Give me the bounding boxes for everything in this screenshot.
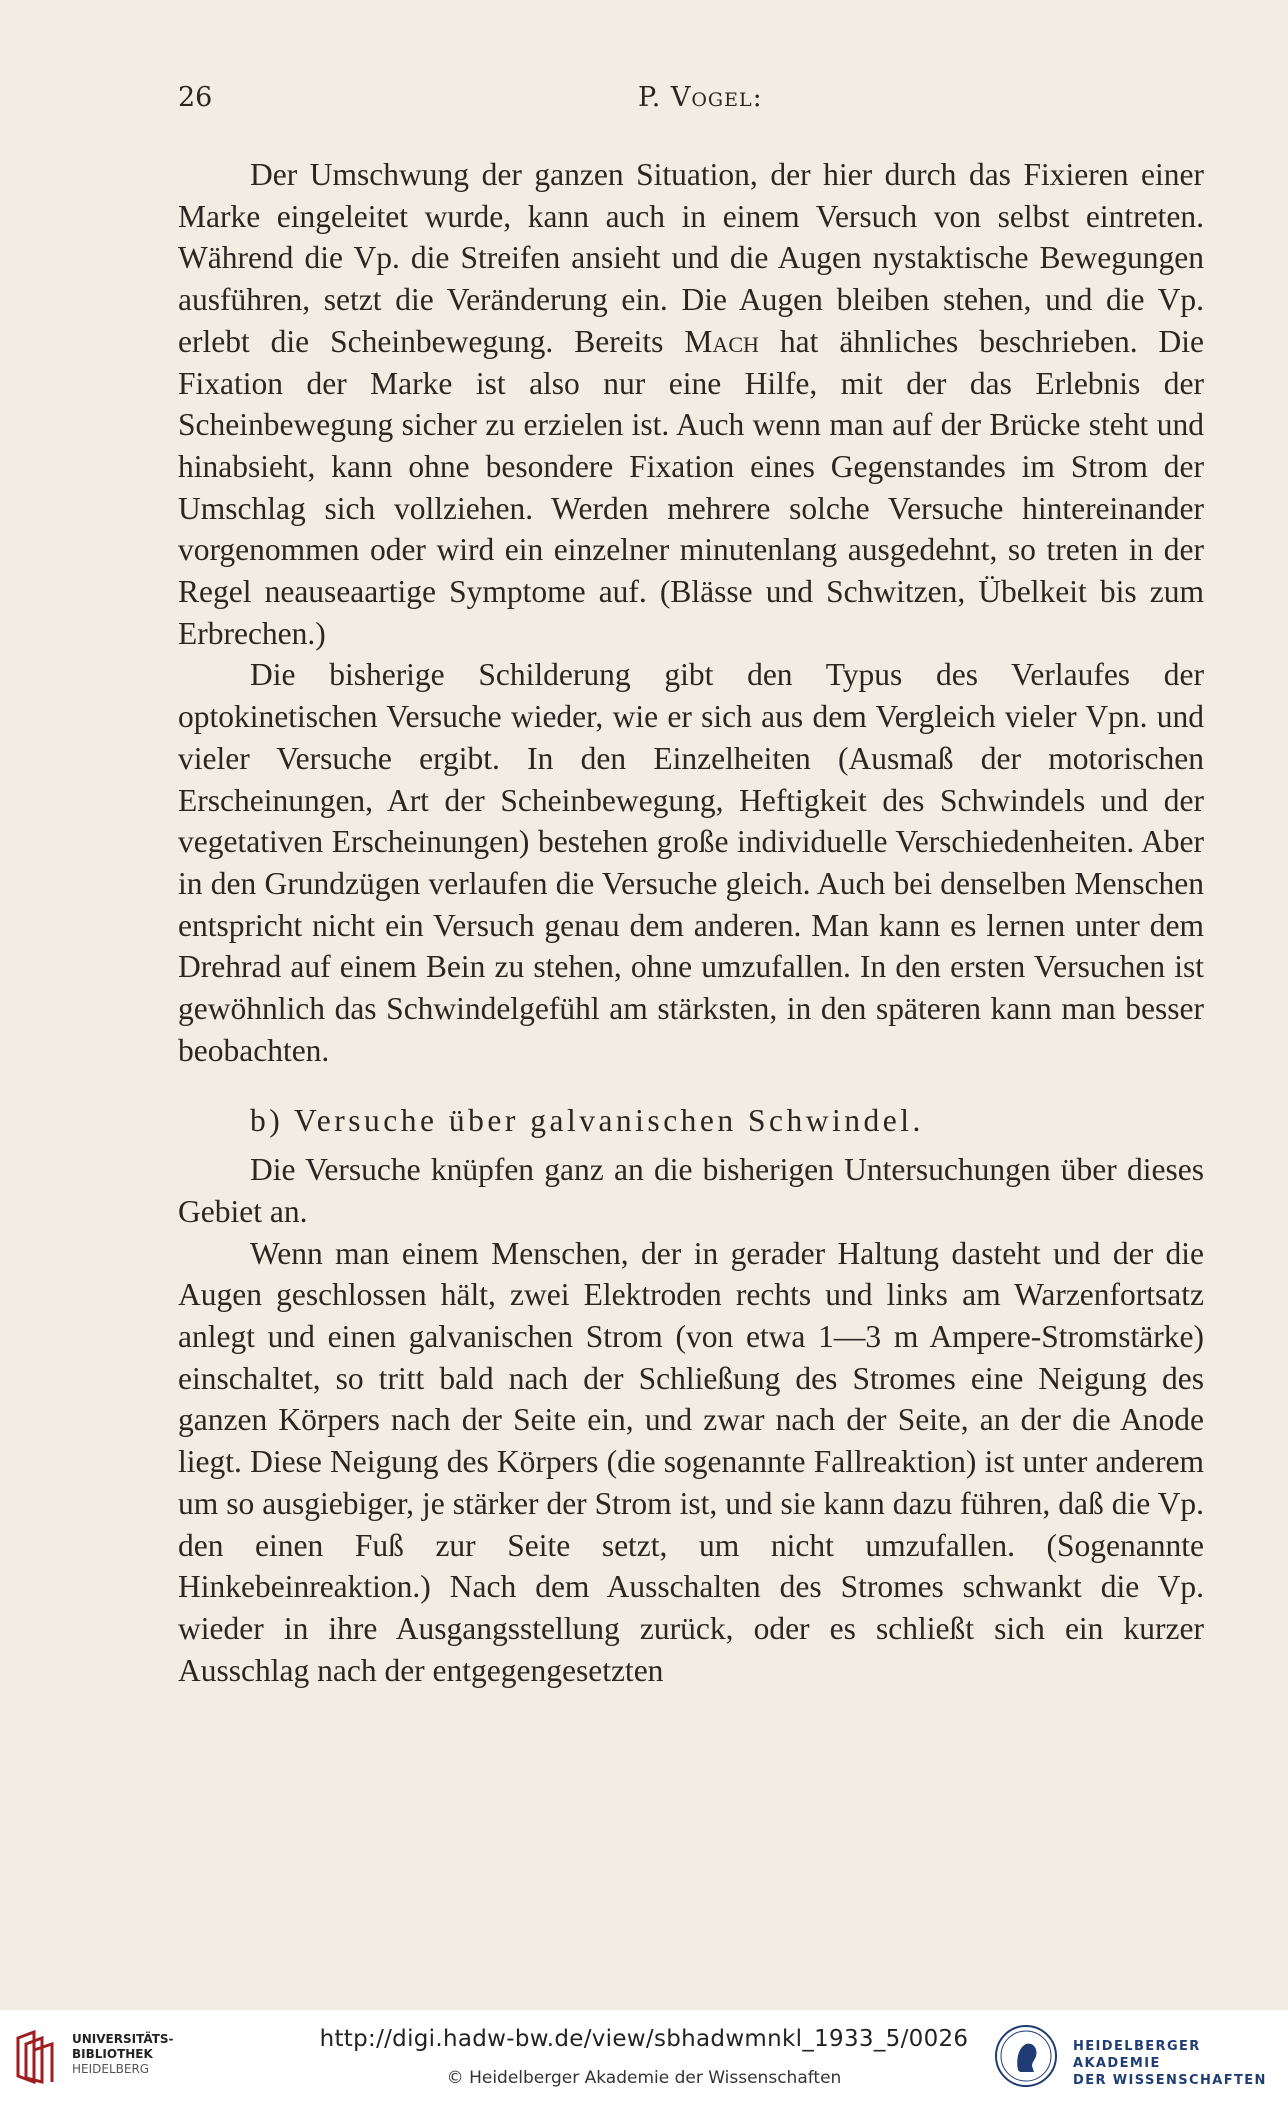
bereits-word: Bereits [574,323,664,359]
academy-line-1: HEIDELBERGER AKADEMIE [1073,2039,1201,2071]
academy-name [1073,2038,1288,2089]
page-number: 26 [178,82,213,113]
author-name-mach: Mach [684,323,759,359]
library-line-1: UNIVERSITÄTS- [72,2032,174,2046]
paragraph-2: Die bisherige Schilderung gibt den Typus des Verlaufes der optokinetischen Versuche wieder, wie er sich aus dem Vergleich vieler Vpn. und vieler Versuche ergibt. In den Einzelheiten (Ausmaß der motorischen Erscheinungen, Art der Scheinbewegung, Heftigkeit des Schwindels und der vegetativen Erscheinungen) bestehen große individuelle Verschiedenheiten. Aber in den Grundzügen verlaufen die Versuche gleich. Auch bei denselben Menschen entspricht nicht ein Versuch genau dem anderen. Man kann es lernen unter dem Drehrad auf einem Bein zu stehen, ohne umzufallen. In den ersten Versuchen ist gewöhnlich das Schwindelgefühl am stärksten, in den späteren kann man besser beobachten. [178,657,1204,1068]
paragraph-1 [178,154,1204,654]
paragraph-4: Wenn man einem Menschen, der in gerader Haltung dasteht und der die Augen geschlossen hält, zwei Elektroden rechts und links am Warzenfortsatz anlegt und einen galvanischen Strom (von etwa 1—3 m Ampere-Stromstärke) einschaltet, so tritt bald nach der Schließung des Stromes eine Neigung des ganzen Körpers nach der Seite ein, und zwar nach der Seite, an der die Anode liegt. Diese Neigung des Körpers (die sogenannte Fallreaktion) ist unter anderem um so ausgiebiger, je stärker der Strom ist, und sie kann dazu führen, daß die Vp. den einen Fuß zur Seite setzt, um nicht umzufallen. (Sogenannte Hinkebeinreaktion.) Nach dem Ausschalten des Stromes schwankt die Vp. wieder in ihre Ausgangsstellung zurück, oder es schließt sich ein kurzer Ausschlag nach der entgegengesetzten [178,1235,1204,1688]
academy-seal-icon [994,2024,1058,2088]
body-text [178,154,1204,1691]
paragraph-3: Die Versuche knüpfen ganz an die bisherigen Untersuchungen über dieses Gebiet an. [178,1152,1204,1229]
library-line-3: HEIDELBERG [72,2062,150,2076]
paragraph-1-continuation: Die Fixation der Marke ist also nur eine Hilfe, mit der das Erlebnis der Scheinbewegung sicher zu erzielen ist. Auch wenn man auf der Brücke steht und hinabsieht, kann ohne besondere Fixation eines Gegenstandes im Strom der Umschlag sich vollziehen. Werden mehrere solche Versuche hintereinander vorgenommen oder wird ein einzelner minutenlang ausgedehnt, so treten in der Regel neauseaartige Symptome auf. (Blässe und Schwitzen, Übelkeit bis zum Erbrechen.) [178,323,1205,651]
library-line-2: BIBLIOTHEK [72,2047,153,2061]
source-url-link[interactable]: http://digi.hadw-bw.de/view/sbhadwmnkl_1933_5/0026 [319,2026,969,2052]
running-head [178,82,1208,122]
academy-line-2: DER WISSENSCHAFTEN [1073,2073,1267,2088]
copyright-notice: © Heidelberger Akademie der Wissenschaften [446,2068,842,2088]
section-heading: b) Versuche über galvanischen Schwindel. [250,1103,924,1139]
footer-bar [0,2010,1288,2101]
mach-sentence-rest: hat ähnliches beschrieben. [779,323,1138,359]
running-head-author: P. Vogel: [638,82,763,113]
paragraph-1-text: Der Umschwung der ganzen Situation, der hier durch das Fixieren einer Marke eingeleitet wurde, kann auch in einem Versuch von selbst eintreten. Während die Vp. die Streifen ansieht und die Augen nystaktische Bewegungen ausführen, setzt die Veränderung ein. Die Augen bleiben stehen, und die Vp. erlebt die Scheinbewegung. [178,157,1204,359]
